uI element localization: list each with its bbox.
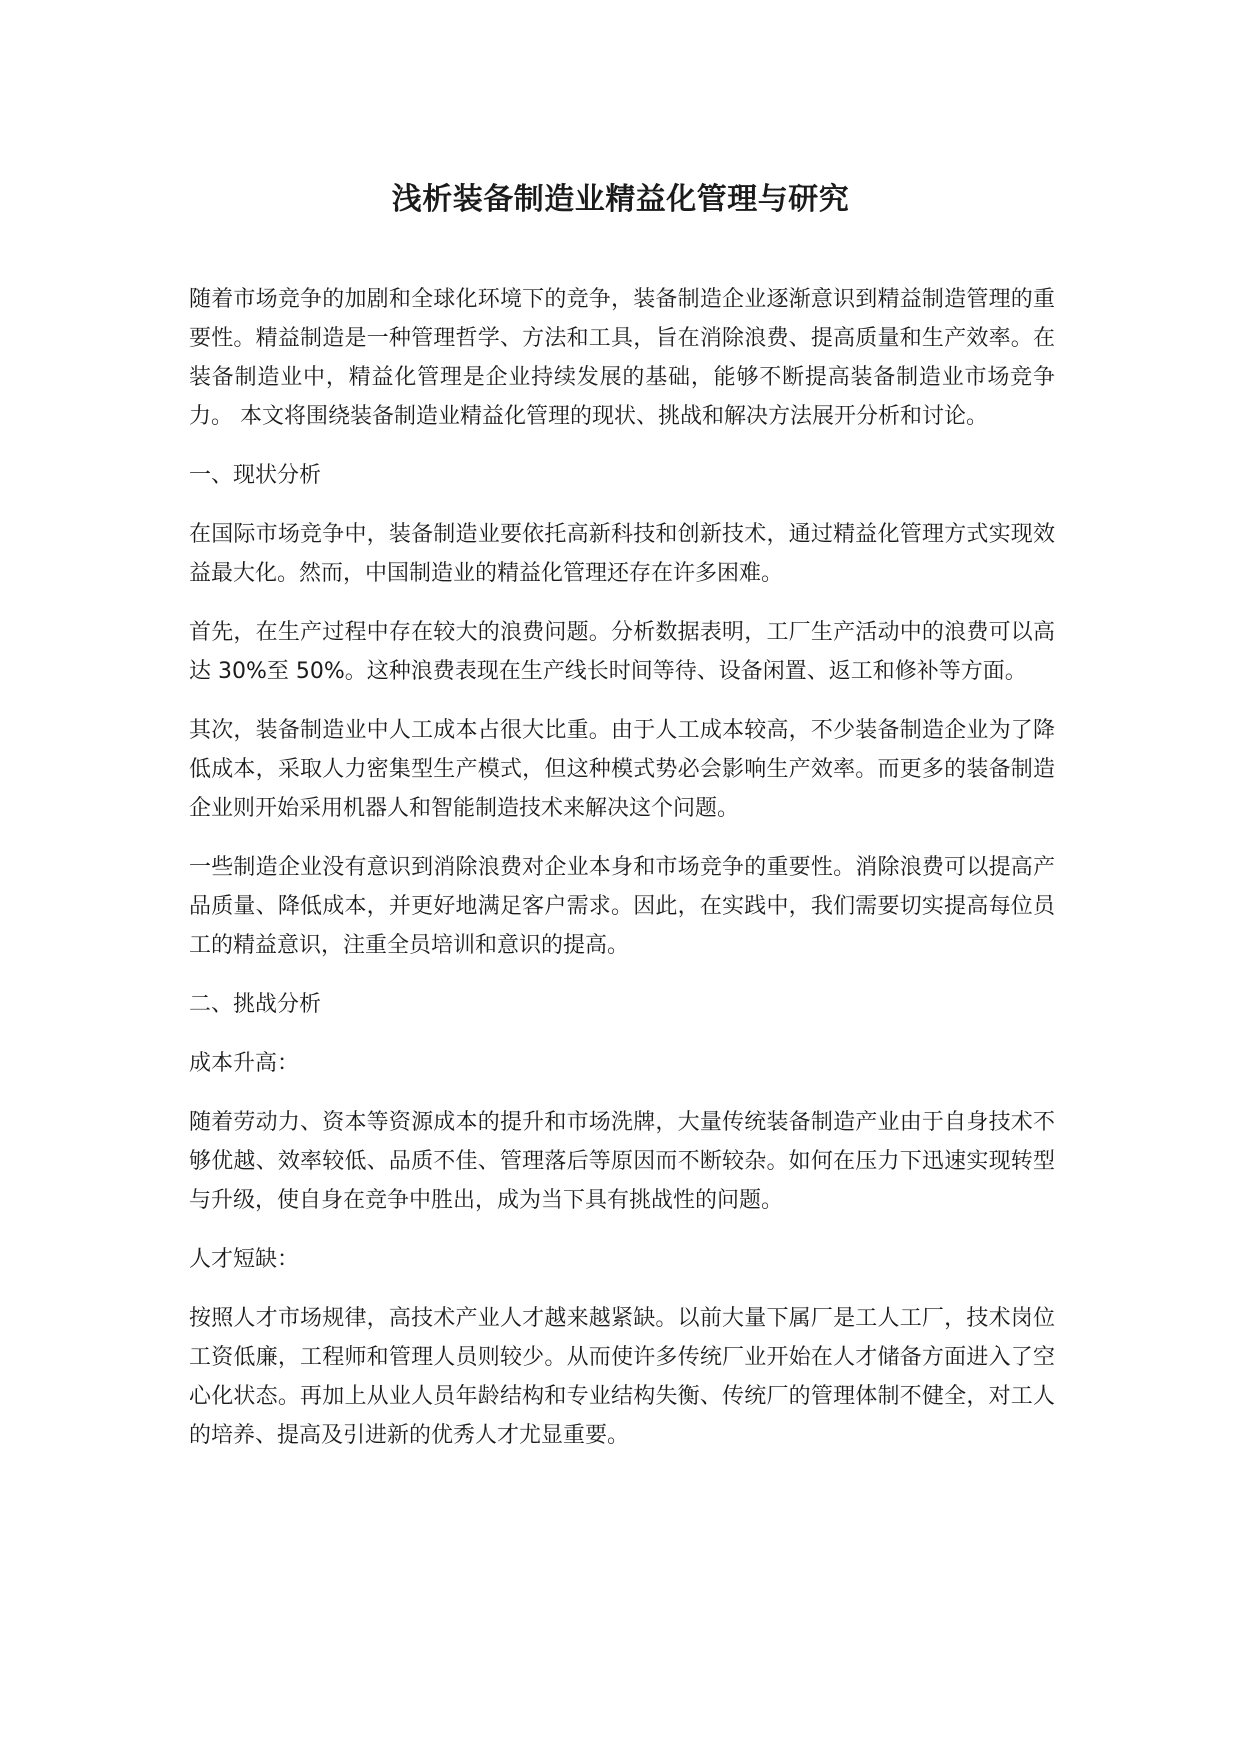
body-paragraph: 在国际市场竞争中，装备制造业要依托高新科技和创新技术，通过精益化管理方式实现效益最大化。然而，中国制造业的精益化管理还存在许多困难。: [189, 522, 1055, 586]
body-paragraph: 其次，装备制造业中人工成本占很大比重。由于人工成本较高，不少装备制造企业为了降低成本，采取人力密集型生产模式，但这种模式势必会影响生产效率。而更多的装备制造企业则开始采用机器人和智能制造技术来解决这个问题。: [189, 718, 1055, 821]
document-body: [189, 280, 1055, 1475]
body-paragraph: 首先，在生产过程中存在较大的浪费问题。分析数据表明，工厂生产活动中的浪费可以高达 30%至 50%。这种浪费表现在生产线长时间等待、设备闲置、返工和修补等方面。: [189, 620, 1055, 684]
body-paragraph: 随着劳动力、资本等资源成本的提升和市场洗牌，大量传统装备制造产业由于自身技术不够优越、效率较低、品质不佳、管理落后等原因而不断较杂。如何在压力下迅速实现转型与升级，使自身在竞争中胜出，成为当下具有挑战性的问题。: [189, 1110, 1055, 1213]
document-title: 浅析装备制造业精益化管理与研究: [391, 182, 850, 217]
subheading-cost: 成本升高：: [189, 1051, 300, 1076]
subheading-talent: 人才短缺：: [189, 1247, 300, 1272]
intro-paragraph: 随着市场竞争的加剧和全球化环境下的竞争，装备制造企业逐渐意识到精益制造管理的重要性。精益制造是一种管理哲学、方法和工具，旨在消除浪费、提高质量和生产效率。在装备制造业中，精益化管理是企业持续发展的基础，能够不断提高装备制造业市场竞争力。 本文将围绕装备制造业精益化管理的现状、挑战和解决方法展开分析和讨论。: [189, 287, 1055, 429]
body-paragraph: 按照人才市场规律，高技术产业人才越来越紧缺。以前大量下属厂是工人工厂，技术岗位工资低廉，工程师和管理人员则较少。从而使许多传统厂业开始在人才储备方面进入了空心化状态。再加上从业人员年龄结构和专业结构失衡、传统厂的管理体制不健全，对工人的培养、提高及引进新的优秀人才尤显重要。: [189, 1306, 1055, 1448]
section-heading-status: 一、现状分析: [189, 463, 322, 488]
section-heading-challenges: 二、挑战分析: [189, 992, 322, 1017]
body-paragraph: 一些制造企业没有意识到消除浪费对企业本身和市场竞争的重要性。消除浪费可以提高产品质量、降低成本，并更好地满足客户需求。因此，在实践中，我们需要切实提高每位员工的精益意识，注重全员培训和意识的提高。: [189, 855, 1055, 958]
